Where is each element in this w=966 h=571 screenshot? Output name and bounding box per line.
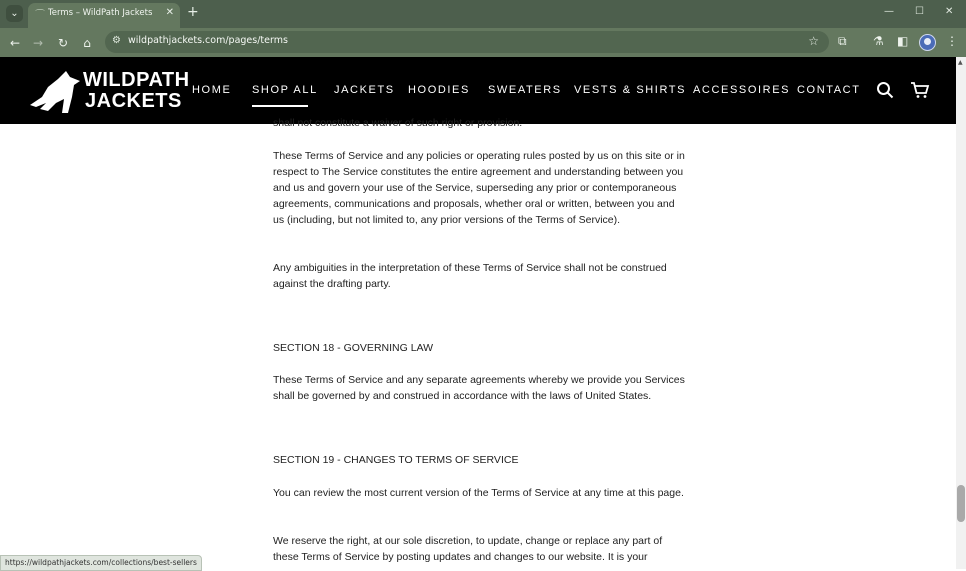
home-icon[interactable]: ⌂ [83, 36, 91, 50]
extensions-icon[interactable]: ⧉ [838, 34, 847, 48]
reload-icon[interactable]: ↻ [57, 36, 69, 50]
active-nav-underline [252, 105, 308, 107]
address-bar[interactable] [105, 31, 829, 53]
paragraph-governing-law: These Terms of Service and any separate agreements whereby we provide you Services shall be governed by and construed in accordance with the laws of United States. [273, 374, 685, 402]
site-header [0, 57, 956, 124]
nav-vests-shirts[interactable]: VESTS & SHIRTS [574, 84, 687, 96]
nav-accessoires[interactable]: ACCESSOIRES [693, 84, 791, 96]
labs-icon[interactable]: ⚗ [873, 34, 884, 48]
forward-icon[interactable]: → [32, 36, 44, 50]
minimize-icon[interactable]: — [884, 6, 894, 17]
nav-contact[interactable]: CONTACT [797, 84, 861, 96]
favicon-icon: ⌒ [35, 10, 45, 21]
paragraph-ambiguities: Any ambiguities in the interpretation of these Terms of Service shall not be construed against the drafting party. [273, 262, 667, 290]
browser-tab-bar [0, 0, 966, 28]
partial-text-line: shall not constitute a waiver of such right or provision. [273, 117, 523, 129]
section-18-heading: SECTION 18 - GOVERNING LAW [273, 342, 434, 354]
site-info-icon[interactable]: ⚙ [112, 35, 121, 46]
nav-hoodies[interactable]: HOODIES [408, 84, 470, 96]
link-status-bubble: https://wildpathjackets.com/collections/best-sellers [0, 555, 202, 571]
page-scrollbar[interactable] [956, 57, 966, 569]
search-icon[interactable] [876, 81, 894, 103]
nav-home[interactable]: HOME [192, 84, 232, 96]
paragraph-entire-agreement: These Terms of Service and any policies or operating rules posted by us on this site or in respect to The Service constitutes the entire agreement and understanding between you and us and govern your use of the Service, superseding any prior or contemporaneous agreements, communications and proposals, whether oral or written, between you and us (including, but not limited to, any prior versions of the Terms of Service). [273, 150, 685, 226]
menu-icon[interactable]: ⋮ [946, 34, 958, 48]
side-panel-icon[interactable]: ◧ [897, 34, 909, 48]
nav-sweaters[interactable]: SWEATERS [488, 84, 562, 96]
scroll-thumb[interactable] [957, 485, 965, 522]
scroll-up-arrow-icon[interactable]: ▲ [958, 59, 963, 66]
section-19-heading: SECTION 19 - CHANGES TO TERMS OF SERVICE [273, 454, 519, 466]
main-nav [0, 84, 956, 98]
profile-avatar[interactable] [919, 34, 936, 51]
tab-title: Terms – WildPath Jackets [48, 8, 153, 18]
bookmark-star-icon[interactable]: ☆ [808, 34, 819, 48]
logo-line2: JACKETS [85, 90, 182, 112]
logo-line1: WILDPATH [83, 69, 190, 91]
browser-toolbar [0, 28, 966, 57]
cart-icon[interactable] [910, 81, 930, 103]
close-tab-icon[interactable]: ✕ [165, 7, 174, 18]
back-icon[interactable]: ← [9, 36, 21, 50]
maximize-icon[interactable]: ☐ [915, 6, 924, 17]
url-text[interactable]: wildpathjackets.com/pages/terms [128, 35, 288, 46]
paragraph-reserve-right: We reserve the right, at our sole discretion, to update, change or replace any part of these Terms of Service by posting updates and changes to our website. It is your [273, 535, 663, 563]
new-tab-icon[interactable]: + [187, 4, 199, 20]
browser-tab[interactable] [28, 3, 180, 28]
close-window-icon[interactable]: ✕ [945, 6, 954, 17]
nav-shop-all[interactable]: SHOP ALL [252, 84, 318, 96]
tab-search-icon[interactable]: ⌄ [6, 5, 23, 22]
nav-jackets[interactable]: JACKETS [334, 84, 395, 96]
paragraph-review-terms: You can review the most current version of the Terms of Service at any time at this page. [273, 487, 684, 499]
